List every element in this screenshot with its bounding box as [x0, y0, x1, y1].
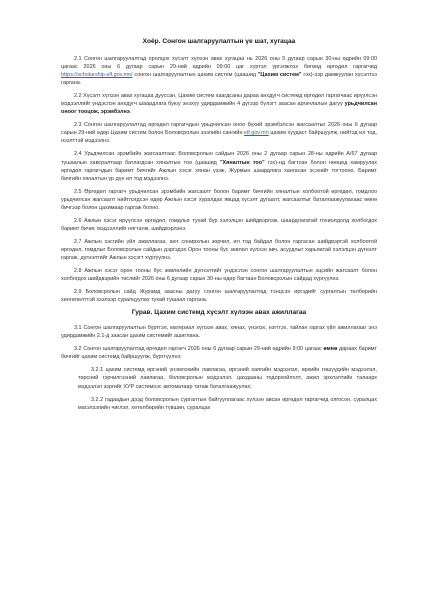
paragraph-3-2-1: 3.2.1 цахим системд иргэний үнэмлэхийн лавлагаа, иргэний хаягийн мэдээлэл, өрхийн гишүүдийн мэдээлэл, төрсний гэрчилгээний лавлагаа, боловсролын мэдээлэл, цахдааны тодорхойлолт, ажил эрхлэлтийн талаарх мэдээлэл зэргийг ХУР системээс автоматаар татаж баталгаажуулах;	[78, 367, 377, 390]
paragraph-text: 2.3 Сонгон шалгаруулалтад өргөдөл гаргагчдын урьдчилсан оноо бүхий эрэмбэлсэн жагсаалтыг 2026 оны 6 дугаар сарын 29-ний өдөр Цахим систем болон Боловсролын зээлийн сангийн	[61, 122, 377, 137]
paragraph-text: .	[129, 109, 132, 116]
paragraph-text: гэх)-нд багтсан болон нөөцөд хамруулах өргөдөл гаргагчдын баримт бичгийг Ажлын хэсэг хянан үзэж, Журмын шаардлага хангасан эсэхийг тогтооно. Баримт бичгийн хяналтын үр дүн ил тод мэдээлнэ.	[61, 159, 377, 182]
paragraph-2-5: 2.5 Өргөдөл гаргагч урьдчилсан эрэмбийн жагсаалт болон баримт бичгийн хяналтын холбоотой өргөдөл, гомдлоо урьдчилсан жагсаалт нийтлэгдсэн өдөр Ажлын хэсэг хуралдах явцад хүсэлт дугаалт, жагсаалтыг баталгаажуулахаас өмнө бичгээр болон цахимаар гаргаж болно.	[61, 188, 377, 211]
paragraph-text: сонгон шалгаруулалтын цахим систем (цаашид	[132, 72, 258, 79]
paragraph-text: 2.4 Урьдчилсан эрэмбийн жагсаалтаас Боловсролын сайдын 2026 оны 2 дугаар сарын 28-ны өдрийн А/67 дугаар тушаалын хавсралтаар батлагдсан хяналтын тоо (цаашид	[61, 151, 377, 166]
section-three-title: Гурав. Цахим системд хүсэлт хүлээн авах ажиллагаа	[131, 309, 307, 317]
paragraph-2-3	[61, 121, 377, 145]
elf-link[interactable]: elf.gov.mn	[244, 130, 269, 137]
paragraph-text: гэх)-ээр дамжуулан хүсэлтээ гаргана.	[61, 72, 377, 87]
paragraph-2-2	[61, 92, 377, 116]
section-two-title: Хоёр. Сонгон шалгаруулалтын үе шат, хугацаа	[142, 38, 296, 45]
paragraph-2-8: 2.8 Ажлын хэсэг орон тооны бус зөвлөлийн дүгнэлтийг үндэслэн сонгон шалгаруулалтын эцсийн жагсаалт болон холбогдох шийдвэрийн төслийг 2026 оны 6 дугаар сарын 30-ны өдөр багтаан Боловсролын сайдад хүргүүлнэ.	[61, 268, 377, 283]
paragraph-3-1: 3.1 Сонгон шалгаруулалтын бүртгэл, материал хүлээн авах, хянах, үнэлэх, нэгтгэх, тайлан гаргах үйл ажиллагааг энэ удирдамжийн 2.1-д заасан цахим системийг ашиглана.	[61, 325, 377, 340]
paragraph-2-4	[61, 150, 377, 182]
scholarship-link[interactable]: https://scholarship.elf.gov.mn/	[61, 72, 133, 79]
paragraph-text: 2.2 Хүсэлт хүлээн авах хугацаа дууссан, Цахим систем хаагдсаны дараа анхдугч системд өргөдөл гаргагчаас ирүүлсэн мэдээллийг үндэслэн анхдугч шаардлага буюу энэхүү удирдамжийн 4 дүгээр бүлэгт заасан аргачлалын дагуу	[61, 93, 377, 108]
paragraph-3-2-2: 3.2.2 гадаадын дээд боловсролын сургалтын байгууллагаас хүлээн авсан өргөдөл гаргагчид олгосон, суралцах магэлзэлийн чиглэл, хөтөлбөрийн түвшин, суралцах	[78, 396, 377, 411]
paragraph-3-2	[61, 345, 377, 361]
bold-term: "Хяналтын тоо"	[219, 159, 265, 166]
bold-term: өмнө	[323, 346, 338, 353]
paragraph-2-9: 2.9 Боловсролын сайд Журамд заасны дагуу сонгон шалгаруулалтад тэнцсэн иргэдийг сургалтын төлбөрийн хөнгөлөлттэй зээлээр суралцуулах тухай тушаал гаргана.	[61, 289, 377, 304]
paragraph-text: 2.1 Сонгон шалгаруулалтад оролцох хүсэлт хүлээн авах хугацаа нь 2026 оны 5 дугаар сарын 30-ны өдрийн 09:00 цагаас 2026 оны 6 дугаар сарын 29-ний өдрийн 09:00 цаг хүртэл үргэлжлэх бөгөөд өргөдөл гаргагчид	[61, 56, 377, 71]
paragraph-text: дараах баримт бичгийг цахим системд байршуулж, бүртгүүлнэ:	[61, 346, 377, 361]
paragraph-2-7: 2.7 Ажлын хэсгийн үйл ажиллагаа, аюг сонирхлын зөрчил, ил тод байдал болон гаргасан шийдвэртэй холбоотой өргөдөл, гомдлыг Боловсролын сайдын дэргэдэх Орон тооны бус зөвлөл хүлээн авч, асуудлыг харьяатай хэлэлцэн дүгнэлт гаргаж, дүгнэлтийг Ажлын хэсэгт хүргүүлнэ.	[61, 238, 377, 261]
bold-term: "Цахим систем"	[257, 72, 302, 79]
paragraph-2-1	[61, 55, 377, 87]
paragraph-text: цахим хуудаст байршуулж, нийтэд ил тод, нээлттэй мэдээлнэ.	[61, 130, 377, 145]
bold-term: урьдчилсан оноог тооцож, эрэмбэлнэ	[61, 101, 377, 116]
paragraph-text: 3.2 Сонгон шалгаруулалтад өргөдөл гаргагч 2026 оны 6 дугаар сарын 29-ний өдрийн 9:00 цагаас	[74, 346, 324, 353]
paragraph-2-6: 2.6 Ажлын хэсэг ирүүлсэн өргөдөл, гомдлыг тухай бүр хэлэлцэн шийдвэрлэж, шаардлагатай тохиолдолд холбогдох баримт бичиг, мэдээллийг нягталж, шийдвэрлэнэ.	[61, 217, 377, 232]
